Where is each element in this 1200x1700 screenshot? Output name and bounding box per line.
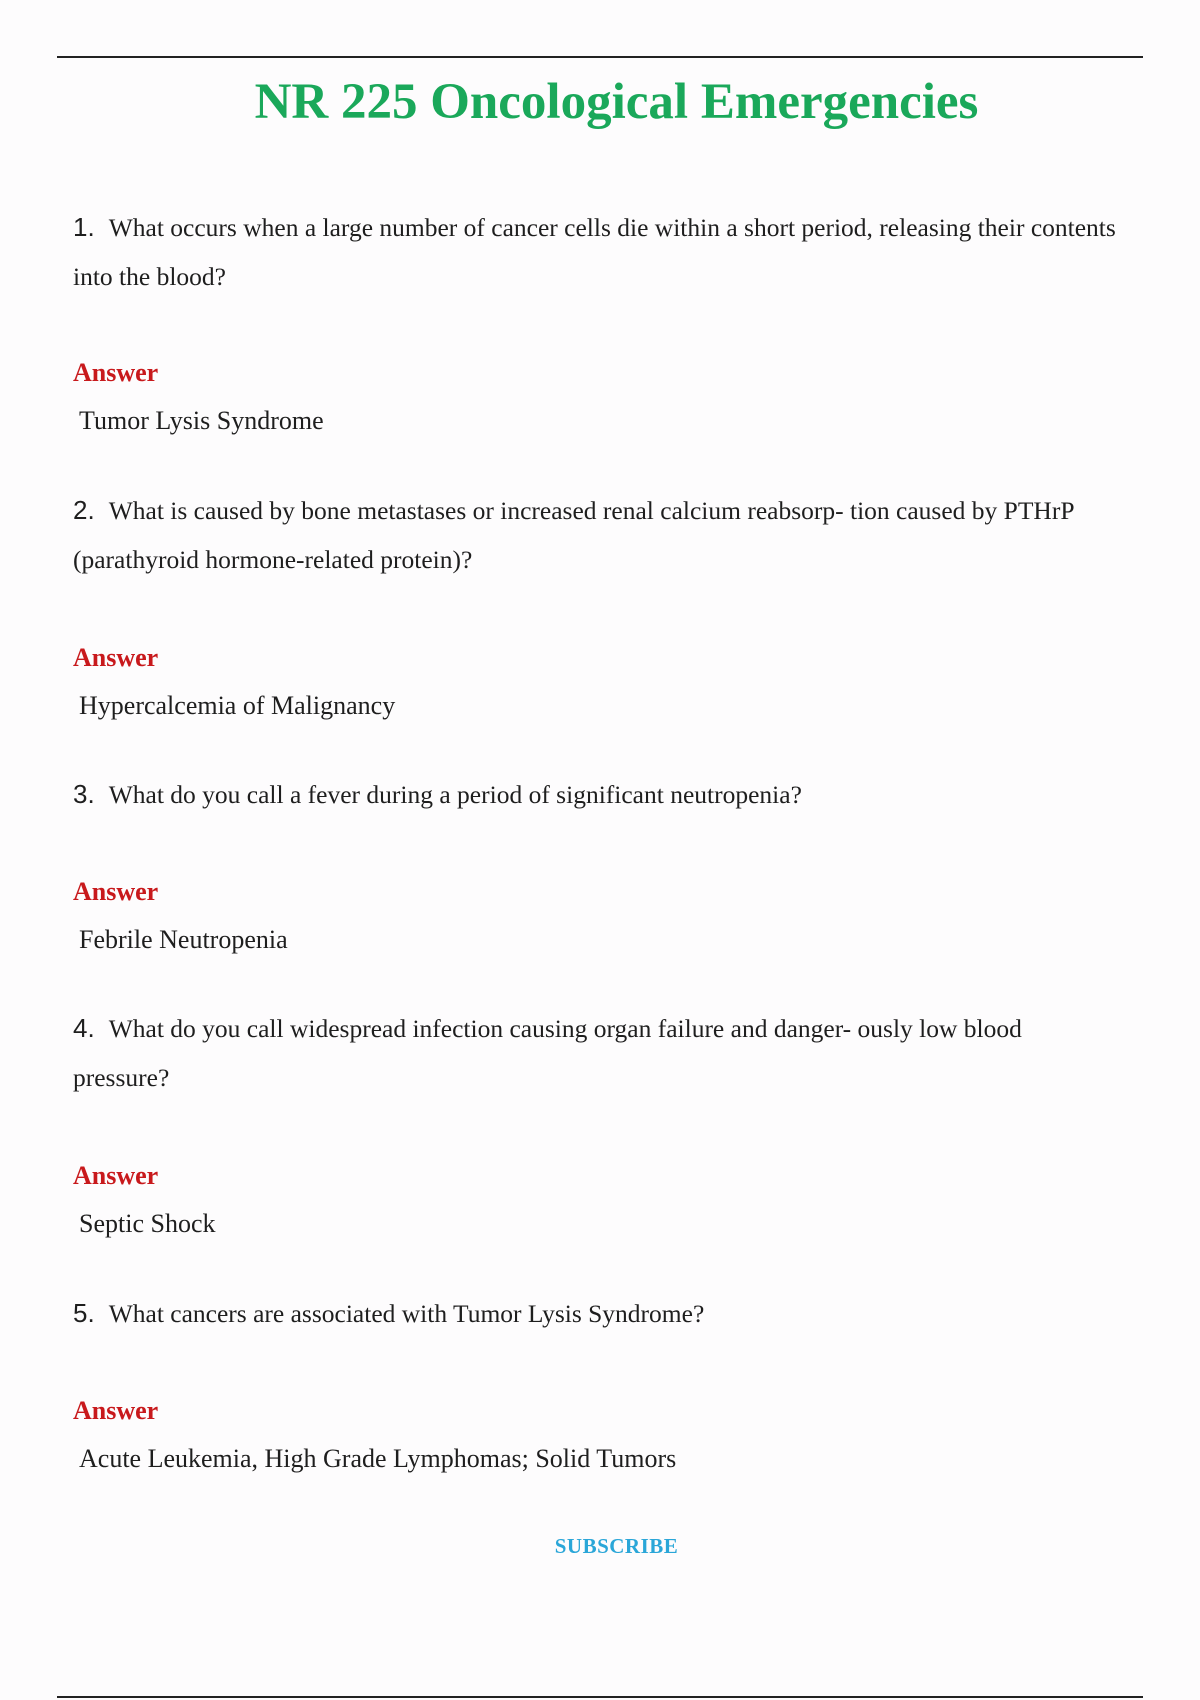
answer-label: Answer: [73, 643, 159, 672]
question-text: What is caused by bone metastases or increased renal calcium reabsorp- tion caused by PTHrP (parathyroid hormone-related protein)?: [73, 496, 1074, 574]
answer-text: Septic Shock: [79, 1209, 216, 1238]
question-number: 5.: [73, 1298, 95, 1328]
question-number: 3.: [73, 779, 95, 809]
answer-text: Acute Leukemia, High Grade Lymphomas; Solid Tumors: [79, 1444, 677, 1473]
question-text: What do you call a fever during a period of significant neutropenia?: [108, 780, 802, 809]
question-number: 2.: [73, 495, 95, 525]
qa-item-5: [73, 1289, 1123, 1338]
question: [73, 770, 1123, 819]
qa-item-4: [73, 1004, 1123, 1102]
answer-label: Answer: [73, 358, 159, 387]
answer-label: Answer: [73, 1161, 159, 1190]
answer-text: Tumor Lysis Syndrome: [79, 406, 324, 435]
answer-block-1: [73, 356, 1123, 438]
answer-label: Answer: [73, 877, 159, 906]
answer-text: Febrile Neutropenia: [79, 925, 288, 954]
qa-item-3: [73, 770, 1123, 819]
top-rule: [57, 56, 1143, 58]
answer-block-5: [73, 1394, 1123, 1476]
question: [73, 1004, 1123, 1102]
bottom-rule: [57, 1696, 1143, 1698]
qa-item-2: [73, 486, 1123, 584]
question: [73, 203, 1123, 301]
answer-block-2: [73, 641, 1123, 723]
document-title: NR 225 Oncological Emergencies: [254, 74, 979, 130]
qa-item-1: [73, 203, 1123, 301]
question-text: What occurs when a large number of cancer cells die within a short period, releasing their contents into the blood?: [73, 213, 1116, 291]
subscribe-link[interactable]: SUBSCRIBE: [0, 1534, 1200, 1559]
question-text: What cancers are associated with Tumor Lysis Syndrome?: [108, 1299, 705, 1328]
question: [73, 486, 1123, 584]
question-number: 4.: [73, 1013, 95, 1043]
question: [73, 1289, 1123, 1338]
answer-text: Hypercalcemia of Malignancy: [79, 691, 396, 720]
answer-block-4: [73, 1159, 1123, 1241]
question-text: What do you call widespread infection causing organ failure and danger- ously low blood pressure?: [73, 1014, 1022, 1092]
answer-block-3: [73, 875, 1123, 957]
answer-label: Answer: [73, 1396, 159, 1425]
question-number: 1.: [73, 212, 95, 242]
